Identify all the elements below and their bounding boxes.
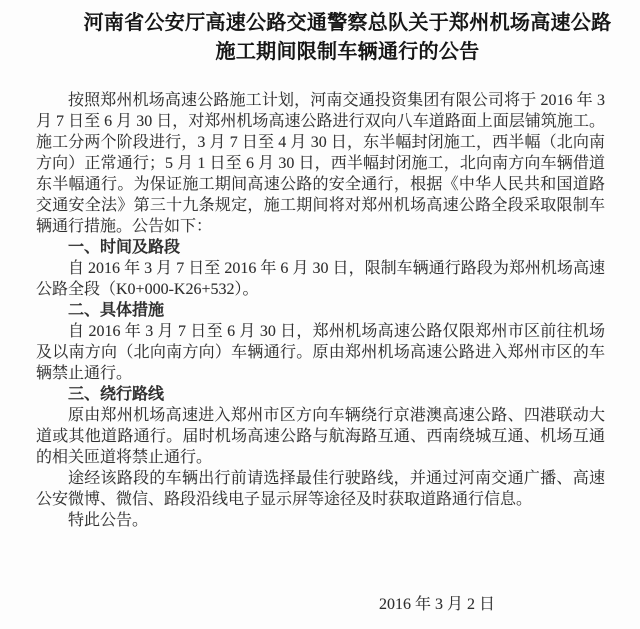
closing-paragraph: 特此公告。: [68, 512, 149, 529]
document-body: [36, 90, 605, 531]
section-heading-3: 三、绕行路线: [68, 386, 165, 403]
section-2-paragraph: 自 2016 年 3 月 7 日至 6 月 30 日，郑州机场高速公路仅限郑州市区前往机场及以南方向（北向南方向）车辆通行。原由郑州机场高速公路进入郑州市区的车辆禁止通行。: [36, 323, 605, 382]
document-date: 2016 年 3 月 2 日: [378, 596, 495, 613]
section-3-paragraph-2: 途经该路段的车辆出行前请选择最佳行驶路线，并通过河南交通广播、高速公安微博、微信、路段沿线电子显示屏等途径及时获取道路通行信息。: [36, 470, 605, 508]
section-1-paragraph: 自 2016 年 3 月 7 日至 2016 年 6 月 30 日，限制车辆通行路段为郑州机场高速公路全段（K0+000-K26+532）。: [36, 260, 605, 298]
section-heading-1: 一、时间及路段: [68, 239, 181, 256]
section-heading-2: 二、具体措施: [68, 302, 165, 319]
intro-paragraph: 按照郑州机场高速公路施工计划，河南交通投资集团有限公司将于 2016 年 3 月 7 日至 6 月 30 日，对郑州机场高速公路进行双向八车道路面上面层铺筑施工。施工分两个阶段进行，3 月 7 日至 4 月 30 日，东半幅封闭施工，西半幅（北向南方向）正常通行；5 月 1 日至 6 月 30 日，西半幅封闭施工，北向南方向车辆借道东半幅通行。为保证施工期间高速公路的安全通行，根据《中华人民共和国道路交通安全法》第三十九条规定，施工期间将对郑州机场高速公路全段采取限制车辆通行措施。公告如下：: [36, 92, 605, 235]
document-title-line1: 河南省公安厅高速公路交通警察总队关于郑州机场高速公路: [83, 12, 612, 34]
document-title: [0, 0, 640, 67]
document-title-line2: 施工期间限制车辆通行的公告: [215, 41, 480, 63]
section-3-paragraph-1: 原由郑州机场高速进入郑州市区方向车辆绕行京港澳高速公路、四港联动大道或其他道路通行。届时机场高速公路与航海路互通、西南绕城互通、机场互通的相关匝道将禁止通行。: [36, 407, 605, 466]
